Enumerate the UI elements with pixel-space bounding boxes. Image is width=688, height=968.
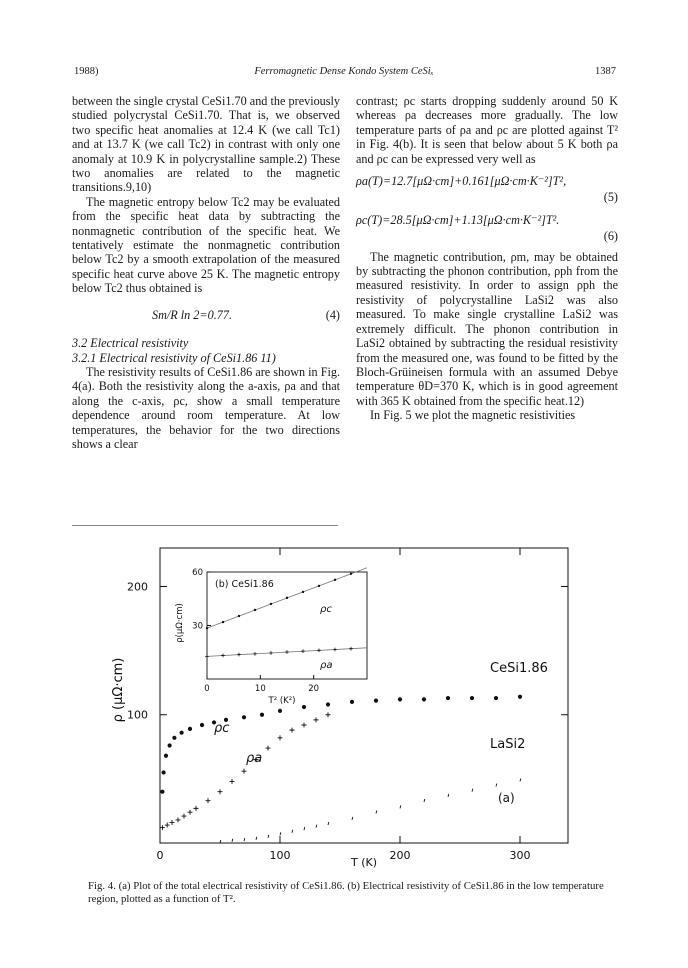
inset-point-rho-c <box>238 615 240 617</box>
section-heading: 3.2 Electrical resistivity <box>72 336 189 351</box>
x-tick-label: 0 <box>156 849 164 862</box>
x-axis-label: T (K) <box>350 856 378 869</box>
equation-4 <box>72 308 340 322</box>
inset-y-axis-label: ρ(μΩ·cm) <box>175 603 185 643</box>
data-point-rho-a <box>182 814 187 819</box>
figure-caption: Fig. 4. (a) Plot of the total electrical resistivity of CeSi1.86. (b) Electrical resistivity of CeSi1.86 in the low temperature region, plotted as a function of T². <box>88 880 604 905</box>
equation-number: (6) <box>603 229 618 244</box>
data-point-lasi2 <box>400 805 401 808</box>
data-point-rho-c <box>350 700 354 704</box>
data-point-rho-c <box>168 743 172 747</box>
data-point-lasi2 <box>352 817 353 820</box>
subsection-heading: 3.2.1 Electrical resistivity of CeSi1.86 11) <box>72 350 276 365</box>
y-axis-label: ρ (μΩ·cm) <box>111 657 126 723</box>
inset-x-tick-label: 0 <box>204 684 210 694</box>
y-tick-label: 100 <box>127 708 148 722</box>
data-point-rho-c <box>160 790 164 794</box>
data-point-rho-a <box>230 779 235 784</box>
inset-y-tick-label: 60 <box>192 568 203 578</box>
paragraph: contrast; ρc starts dropping suddenly around 50 K whereas ρa decreases more gradually. The low temperature parts of ρa and ρc are plotted against T² in Fig. 4(b). It is seen that below about 5 K both ρa and ρc can be expressed very well as <box>356 94 618 166</box>
data-point-rho-c <box>374 699 378 703</box>
data-point-rho-c <box>422 697 426 701</box>
data-point-lasi2 <box>328 822 329 825</box>
data-point-rho-a <box>170 820 175 825</box>
data-point-lasi2 <box>316 825 317 828</box>
data-point-rho-c <box>518 695 522 699</box>
data-point-rho-c <box>200 723 204 727</box>
inset-point-rho-c <box>254 609 256 611</box>
data-point-lasi2 <box>472 789 473 792</box>
equation-5: ρa(T)=12.7[μΩ·cm]+0.161[μΩ·cm·K⁻²]T², <box>356 174 567 189</box>
equation-6: ρc(T)=28.5[μΩ·cm]+1.13[μΩ·cm·K⁻²]T². <box>356 212 560 227</box>
data-point-rho-c <box>188 727 192 731</box>
inset-point-rho-c <box>286 597 288 599</box>
inset-point-rho-c <box>302 591 304 593</box>
running-header-title: Ferromagnetic Dense Kondo System CeSiₓ <box>254 66 434 77</box>
equation-number: (4) <box>325 307 340 322</box>
data-point-rho-c <box>302 705 306 709</box>
data-point-rho-a <box>302 723 307 728</box>
paragraph: The resistivity results of CeSi1.86 are shown in Fig. 4(a). Both the resistivity along the a-axis, ρa and that along the c-axis, ρc, show a small temperature dependence around room temperature. At low temperatures, the behavior for the two directions shows a clear <box>72 364 340 451</box>
data-point-rho-a <box>160 825 165 830</box>
inset-x-tick-label: 10 <box>254 684 266 694</box>
data-point-rho-c <box>162 770 166 774</box>
data-point-lasi2 <box>232 839 233 842</box>
data-point-rho-c <box>470 696 474 700</box>
paragraph: between the single crystal CeSi1.70 and the previously studied polycrystal CeSi1.70. That is, we observed two specific heat anomalies at 12.4 K (we call Tc1) and at 13.7 K (we call Tc2) in contrast with only one anomaly at 10.9 K in polycrystalline sample.2) These two anomalies are related to the magnetic transitions.9,10) <box>72 94 340 195</box>
inset-label-rho-c: ρc <box>320 604 332 615</box>
data-point-rho-a <box>266 746 271 751</box>
running-header-left: 1988) <box>74 66 99 77</box>
data-point-lasi2 <box>256 837 257 840</box>
inset-x-tick-label: 20 <box>308 684 320 694</box>
x-tick-label: 300 <box>509 849 531 862</box>
data-point-lasi2 <box>496 784 497 787</box>
inset-point-rho-c <box>334 579 336 581</box>
equation-body: Sm/R ln 2=0.77. <box>152 307 232 322</box>
data-point-rho-c <box>260 713 264 717</box>
series-label-rho-c: ρc <box>214 721 230 736</box>
inset-point-rho-c <box>350 573 352 575</box>
data-point-rho-a <box>188 810 193 815</box>
data-point-lasi2 <box>268 835 269 838</box>
data-point-lasi2 <box>280 832 281 835</box>
x-tick-label: 100 <box>269 849 291 862</box>
right-column <box>356 94 618 423</box>
data-point-rho-c <box>278 709 282 713</box>
data-point-rho-a <box>314 717 319 722</box>
data-point-lasi2 <box>520 778 521 781</box>
inset-x-axis-label: T² (K²) <box>268 696 296 706</box>
figure-4 <box>0 530 688 870</box>
paragraph: In Fig. 5 we plot the magnetic resistivities <box>370 408 576 423</box>
data-point-rho-a <box>242 769 247 774</box>
inset-point-rho-c <box>318 585 320 587</box>
data-point-lasi2 <box>424 799 425 802</box>
paragraph: The magnetic entropy below Tc2 may be evaluated from the specific heat data by subtracting the nonmagnetic contribution of the specific heat. We tentatively estimate the nonmagnetic contribution below Tc2 by a smooth extrapolation of the measured specific heat curve above 25 K. The magnetic entropy below Tc2 thus obtained is <box>72 194 340 296</box>
data-point-lasi2 <box>304 827 305 830</box>
main-plot-points <box>160 695 522 843</box>
y-tick-label: 200 <box>127 580 148 594</box>
inset-y-tick-label: 30 <box>192 621 203 632</box>
series-label-rho-a: ρa <box>246 751 263 766</box>
column-rule <box>72 525 338 526</box>
data-point-rho-c <box>398 697 402 701</box>
inset-title: (b) CeSi1.86 <box>215 579 274 590</box>
equation-number: (5) <box>603 190 618 205</box>
data-point-rho-a <box>206 798 211 803</box>
data-point-rho-a <box>218 789 223 794</box>
data-point-rho-c <box>180 731 184 735</box>
data-point-rho-a <box>290 728 295 733</box>
inset-point-rho-c <box>206 627 208 629</box>
data-point-lasi2 <box>448 794 449 797</box>
series-label-lasi: LaSi2 <box>490 737 526 752</box>
data-point-rho-c <box>446 696 450 700</box>
inset-label-rho-a: ρa <box>320 660 333 671</box>
panel-label-a: (a) <box>498 791 515 805</box>
data-point-rho-c <box>172 736 176 740</box>
data-point-rho-a <box>176 817 181 822</box>
data-point-lasi2 <box>376 811 377 814</box>
x-tick-label: 200 <box>389 849 411 862</box>
data-point-rho-a <box>165 823 170 828</box>
paragraph: The magnetic contribution, ρm, may be obtained by subtracting the phonon contribution, ρph from the measured resistivity. In order to assign ρph the resistivity of polycrystalline LaSi2 was also measured. To make single crystalline LaSi2 was extremely difficult. The phonon contribution in LaSi2 obtained by subtracting the residual resistivity from the measured one, was found to be fitted by the Bloch-Grüineisen formula with an assumed Debye temperature θD=370 K, which is in good agreement with 365 K obtained from the specific heat.12) <box>356 249 618 408</box>
data-point-rho-a <box>326 712 331 717</box>
inset-point-rho-c <box>222 621 224 623</box>
data-point-rho-c <box>242 715 246 719</box>
data-point-rho-a <box>278 735 283 740</box>
inset-point-rho-c <box>270 603 272 605</box>
page-number: 1387 <box>595 66 616 77</box>
data-point-rho-c <box>494 696 498 700</box>
left-column <box>72 94 340 451</box>
data-point-lasi2 <box>292 830 293 833</box>
data-point-rho-a <box>194 806 199 811</box>
data-point-lasi2 <box>244 838 245 841</box>
data-point-rho-c <box>326 702 330 706</box>
data-point-rho-c <box>164 754 168 758</box>
series-label-cesi: CeSi1.86 <box>490 661 548 676</box>
